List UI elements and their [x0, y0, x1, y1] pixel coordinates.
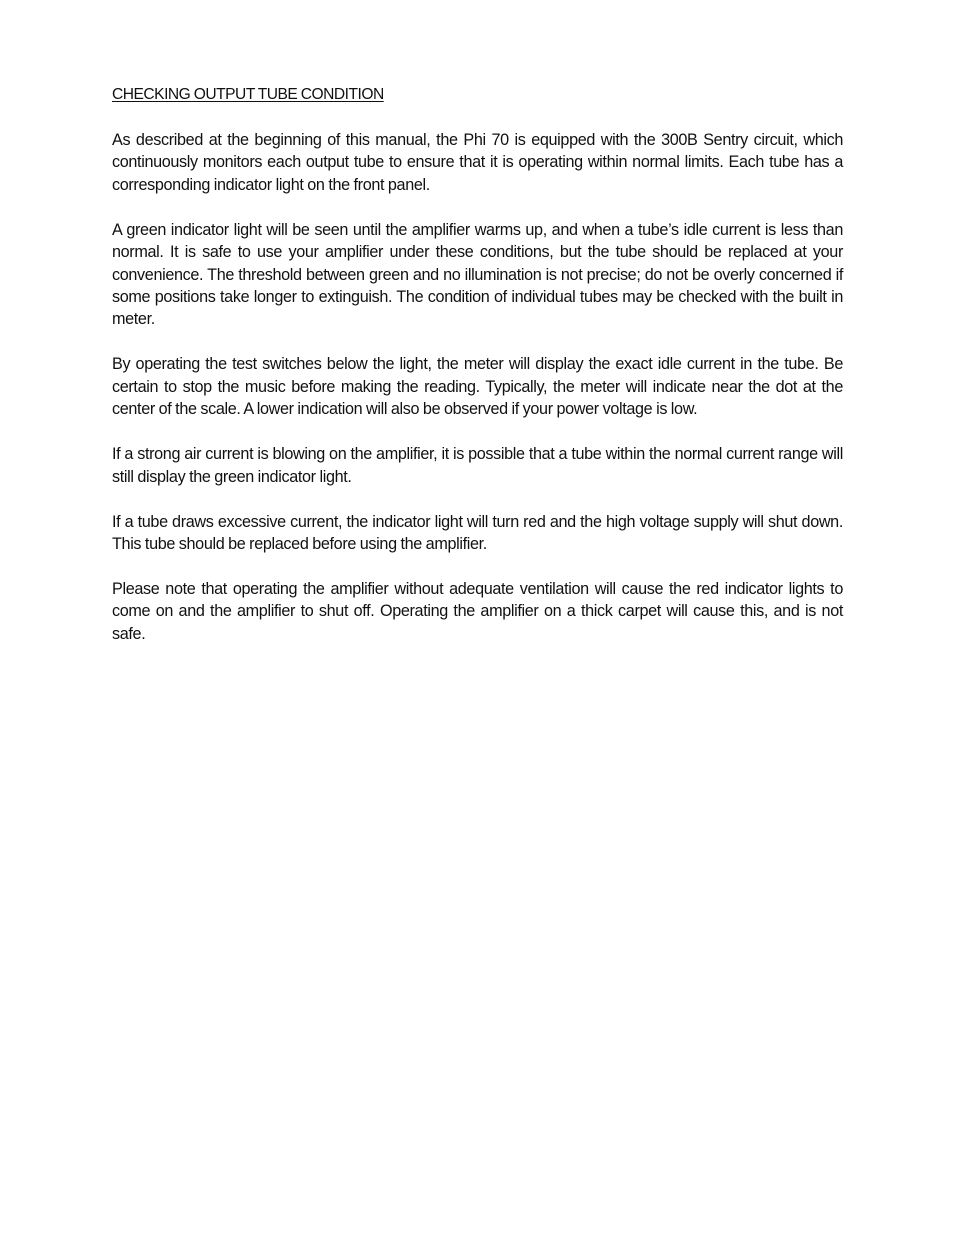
paragraph-sentry-circuit: As described at the beginning of this manual, the Phi 70 is equipped with the 300B Sentry circuit, which continuously monitors each output tube to ensure that it is operating within normal limits. Each tube has a corresponding indicator light on the front panel. — [112, 131, 843, 194]
paragraph-air-current: If a strong air current is blowing on the amplifier, it is possible that a tube within the normal current range will still display the green indicator light. — [112, 445, 843, 486]
section-heading: CHECKING OUTPUT TUBE CONDITION — [112, 86, 384, 103]
paragraph-ventilation: Please note that operating the amplifier without adequate ventilation will cause the red indicator lights to come on and the amplifier to shut off. Operating the amplifier on a thick carpet will cause this, and is not safe. — [112, 580, 843, 643]
paragraph-green-indicator: A green indicator light will be seen until the amplifier warms up, and when a tube’s idle current is less than normal. It is safe to use your amplifier under these conditions, but the tube should be replaced at your convenience. The threshold between green and no illumination is not precise; do not be overly concerned if some positions take longer to extinguish. The condition of individual tubes may be checked with the built in meter. — [112, 220, 843, 329]
paragraph-excessive-current: If a tube draws excessive current, the indicator light will turn red and the high voltage supply will shut down. This tube should be replaced before using the amplifier. — [112, 512, 843, 554]
document-page — [112, 84, 843, 668]
paragraph-test-switches: By operating the test switches below the light, the meter will display the exact idle current in the tube. Be certain to stop the music before making the reading. Typically, the meter will indicate near the dot at the center of the scale. A lower indication will also be observed if your power voltage is low. — [112, 355, 843, 419]
